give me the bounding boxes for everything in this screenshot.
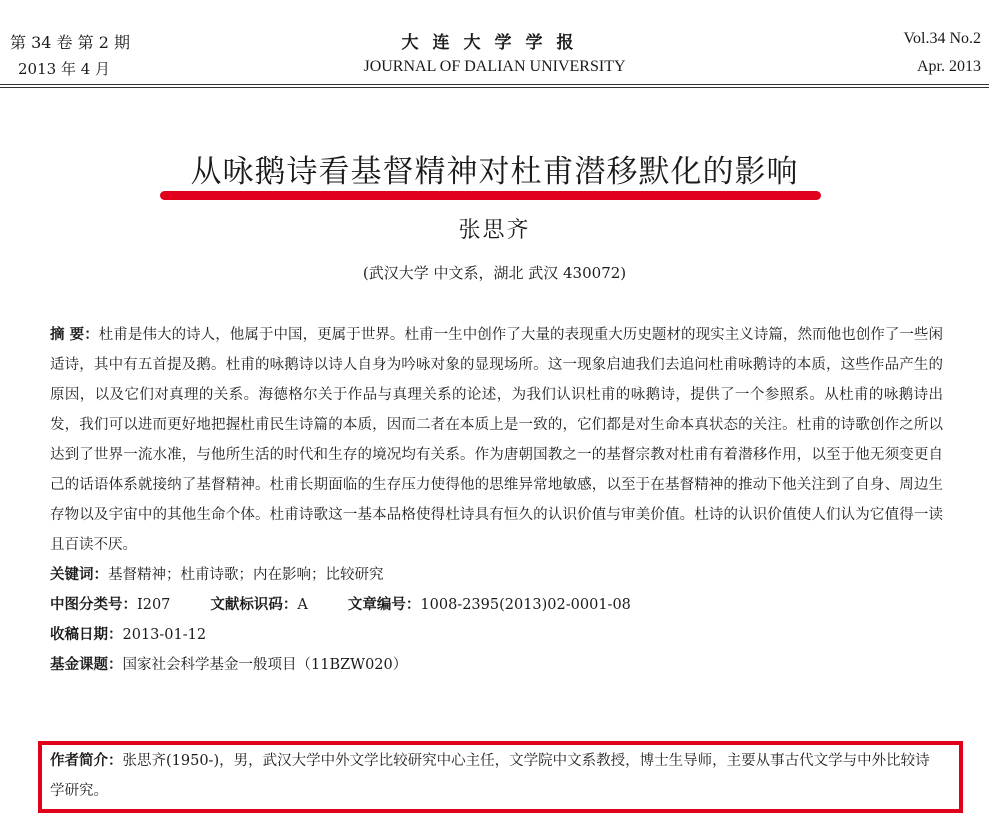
journal-header [0, 0, 989, 88]
article-number-label: 文章编号： [347, 597, 421, 613]
clc-value: I207 [137, 597, 171, 613]
author-info-label: 作者简介： [50, 753, 123, 769]
title-highlight-underline [160, 191, 821, 200]
publish-date-en: Apr. 2013 [917, 58, 981, 75]
clc-label: 中图分类号： [50, 597, 137, 613]
volume-issue: 第 34 卷 第 2 期 [10, 33, 130, 52]
header-rule-top [0, 84, 989, 85]
article-body [50, 320, 943, 680]
volume-issue-en: Vol.34 No.2 [903, 30, 981, 47]
received-value: 2013-01-12 [122, 627, 207, 643]
article-author: 张思齐 [458, 218, 531, 243]
fund-row [50, 650, 943, 680]
header-rule-bottom [0, 87, 989, 88]
received-label: 收稿日期： [50, 627, 123, 643]
classification-row [50, 590, 943, 620]
doc-code-value: A [297, 597, 308, 613]
author-info-text: 张思齐(1950-)，男，武汉大学中外文学比较研究中心主任，文学院中文系教授，博士生导师，主要从事古代文学与中外比较诗学研究。 [50, 753, 930, 799]
keywords-row [50, 560, 943, 590]
publish-date-cn: 2013 年 4 月 [18, 60, 111, 78]
journal-name-en: JOURNAL OF DALIAN UNIVERSITY [363, 58, 626, 75]
received-row [50, 620, 943, 650]
author-affiliation: (武汉大学 中文系，湖北 武汉 430072) [362, 264, 627, 282]
abstract-label: 摘 要： [50, 327, 99, 343]
article-number-value: 1008-2395(2013)02-0001-08 [420, 597, 631, 613]
abstract-text: 杜甫是伟大的诗人，他属于中国，更属于世界。杜甫一生中创作了大量的表现重大历史题材的现实主义诗篇，然而他也创作了一些闲适诗，其中有五首提及鹅。杜甫的咏鹅诗以诗人自身为吟咏对象的显现场所。这一现象启迪我们去追问杜甫咏鹅诗的本质，这些作品产生的原因，以及它们对真理的关系。海德格尔关于作品与真理关系的论述，为我们认识杜甫的咏鹅诗，提供了一个参照系。从杜甫的咏鹅诗出发，我们可以进而更好地把握杜甫民生诗篇的本质，因而二者在本质上是一致的，它们都是对生命本真状态的关注。杜甫的诗歌创作之所以达到了世界一流水准，与他所生活的时代和生存的境况均有关系。作为唐朝国教之一的基督宗教对杜甫有着潜移作用，以至于他无须变更自己的话语体系就接纳了基督精神。杜甫长期面临的生存压力使得他的思维异常地敏感，以至于在基督精神的推动下他关注到了自身、周边生存物以及宇宙中的其他生命个体。杜甫诗歌这一基本品格使得杜诗具有恒久的认识价值与审美价值。杜诗的认识价值使人们认为它值得一读且百读不厌。 [50, 327, 943, 553]
fund-value: 国家社会科学基金一般项目（11BZW020） [122, 657, 408, 673]
fund-label: 基金课题： [50, 657, 123, 673]
journal-name-cn: 大连大学学报 [401, 33, 588, 53]
doc-code-label: 文献标识码： [210, 597, 298, 613]
abstract [50, 320, 943, 560]
author-info [50, 746, 943, 806]
keywords-value: 基督精神；杜甫诗歌；内在影响；比较研究 [108, 567, 384, 583]
keywords-label: 关键词： [50, 567, 108, 583]
article-title: 从咏鹅诗看基督精神对杜甫潜移默化的影响 [190, 154, 799, 190]
